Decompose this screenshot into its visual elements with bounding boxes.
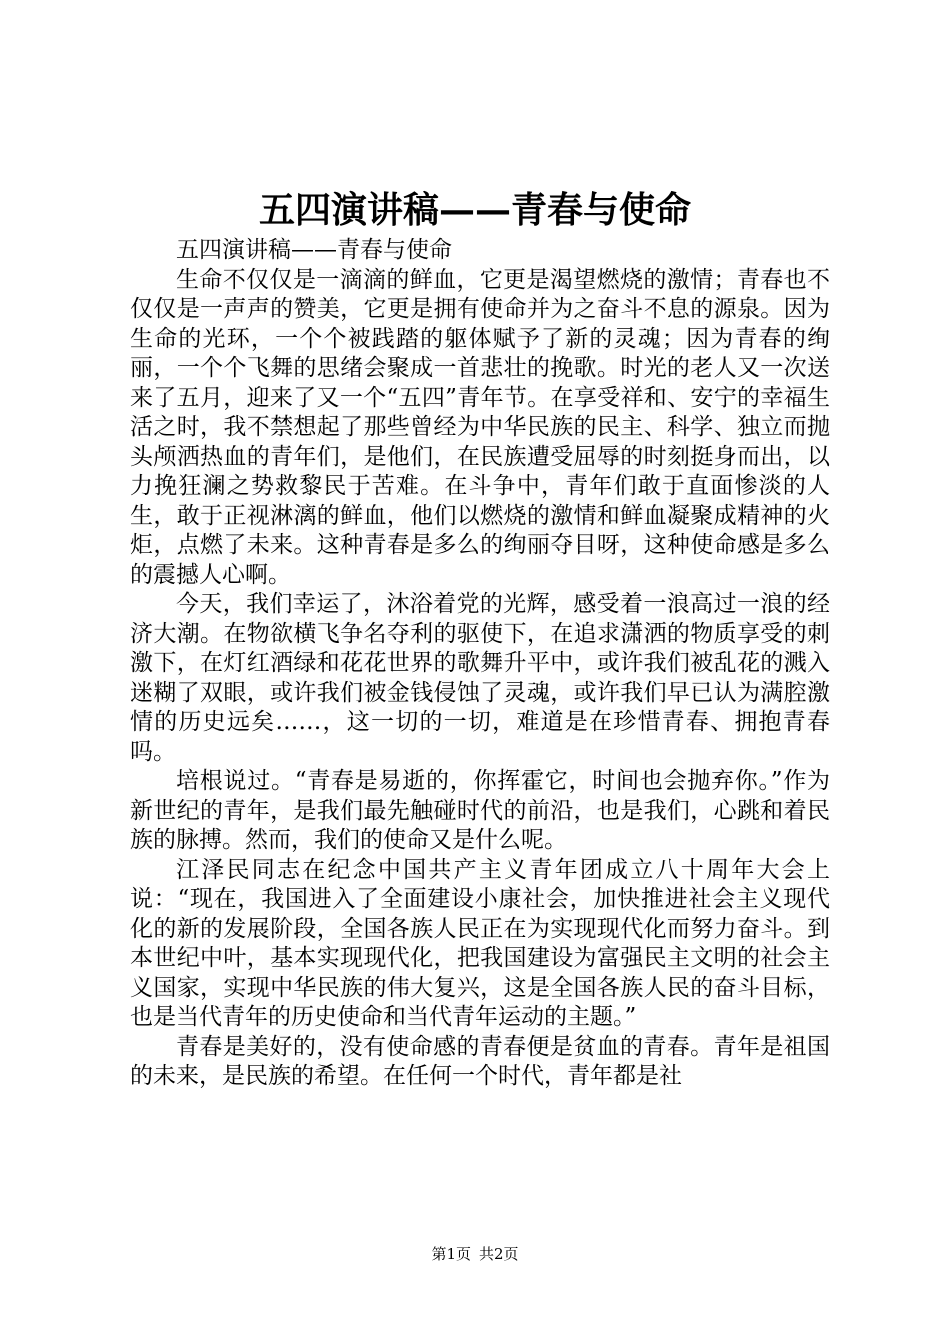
paragraph-5: 青春是美好的，没有使命感的青春便是贫血的青春。青年是祖国的未来，是民族的希望。在任何一个时代，青年都是社 — [130, 1033, 830, 1089]
page-number: 第1页 — [431, 1245, 471, 1263]
paragraph-4: 江泽民同志在纪念中国共产主义青年团成立八十周年大会上说：“现在，我国进入了全面建设小康社会，加快推进社会主义现代化的新的发展阶段，全国各族人民正在为实现现代化而努力奋斗。到本世纪中叶，基本实现现代化，把我国建设为富强民主文明的社会主义国家，实现中华民族的伟大复兴，这是全国各族人民的奋斗目标，也是当代青年的历史使命和当代青年运动的主题。” — [130, 856, 830, 1030]
document-title: 五四演讲稿——青春与使命 — [258, 189, 691, 231]
paragraph-3: 培根说过。“青春是易逝的，你挥霍它，时间也会抛弃你。”作为新世纪的青年，是我们最先触碰时代的前沿，也是我们，心跳和着民族的脉搏。然而，我们的使命又是什么呢。 — [130, 768, 830, 853]
paragraph-1: 生命不仅仅是一滴滴的鲜血，它更是渴望燃烧的激情；青春也不仅仅是一声声的赞美，它更是拥有使命并为之奋斗不息的源泉。因为生命的光环，一个个被践踏的躯体赋予了新的灵魂；因为青春的绚丽，一个个飞舞的思绪会聚成一首悲壮的挽歌。时光的老人又一次送来了五月，迎来了又一个“五四”青年节。在享受祥和、安宁的幸福生活之时，我不禁想起了那些曾经为中华民族的民主、科学、独立而抛头颅洒热血的青年们，是他们，在民族遭受屈辱的时刻挺身而出，以力挽狂澜之势救黎民于苦难。在斗争中，青年们敢于直面惨淡的人生，敢于正视淋漓的鲜血，他们以燃烧的激情和鲜血凝聚成精神的火炬，点燃了未来。这种青春是多么的绚丽夺目呀，这种使命感是多么的震撼人心啊。 — [130, 266, 830, 588]
document-body — [130, 236, 830, 1092]
document-subtitle: 五四演讲稿——青春与使命 — [176, 237, 452, 263]
paragraph-2: 今天，我们幸运了，沐浴着党的光辉，感受着一浪高过一浪的经济大潮。在物欲横飞争名夺利的驱使下，在追求潇洒的物质享受的刺激下，在灯红酒绿和花花世界的歌舞升平中，或许我们被乱花的溅入迷糊了双眼，或许我们被金钱侵蚀了灵魂，或许我们早已认为满腔激情的历史远矣……，这一切的一切，难道是在珍惜青春、拥抱青春吗。 — [130, 591, 830, 765]
page-total: 共2页 — [479, 1245, 519, 1263]
page-footer — [0, 1244, 950, 1264]
